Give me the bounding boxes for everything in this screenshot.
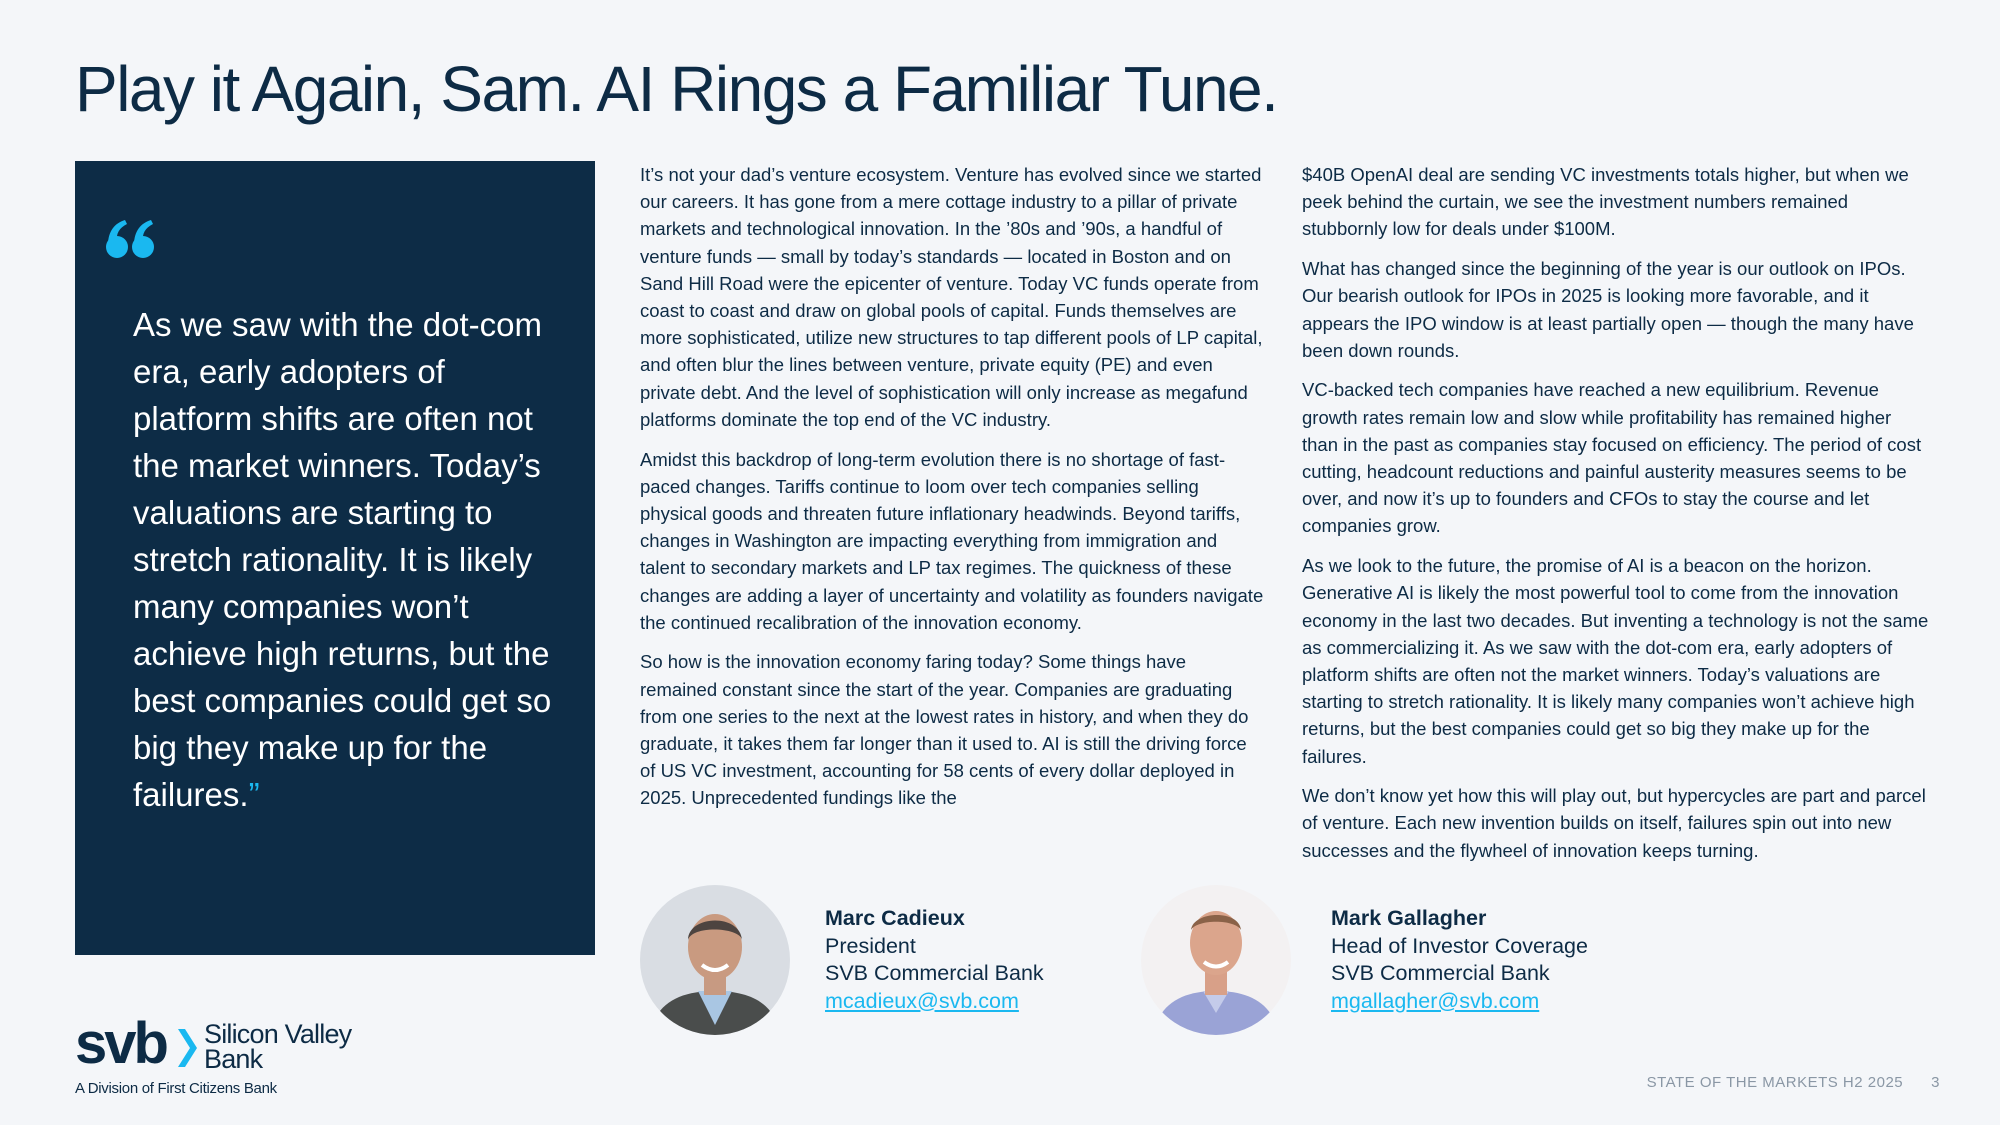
- paragraph: What has changed since the beginning of the year is our outlook on IPOs. Our bearish outlook for IPOs in 2025 is looking more favorable, and it appears the IPO window is at least partially open — though the many have been down rounds.: [1302, 258, 1914, 361]
- paragraph: As we look to the future, the promise of AI is a beacon on the horizon. Generative AI is likely the most powerful tool to come from the innovation economy in the last two decades. But inventing a technology is not the same as commercializing it. As we saw with the dot-com era, early adopters of platform shifts are often not the market winners. Today’s valuations are starting to stretch rationality. It is likely many companies won’t achieve high returns, but the best companies could get so big they make up for the failures.: [1302, 555, 1929, 767]
- paragraph: We don’t know yet how this will play out, but hypercycles are part and parcel of venture. Each new invention builds on itself, failures spin out into new successes and the flywheel of innovation keeps turning.: [1302, 785, 1926, 861]
- author-company: SVB Commercial Bank: [825, 961, 1044, 985]
- author-card-gallagher: [1141, 885, 1701, 1035]
- body-column-1: [640, 161, 1265, 824]
- author-company: SVB Commercial Bank: [1331, 961, 1550, 985]
- author-email-link[interactable]: mcadieux@svb.com: [825, 988, 1019, 1013]
- paragraph: It’s not your dad’s venture ecosystem. Venture has evolved since we started our careers. It has gone from a mere cottage industry to a pillar of private markets and technological innovation. In the ’80s and ’90s, a handful of venture funds — small by today’s standards — located in Boston and on Sand Hill Road were the epicenter of venture. Today VC funds operate from coast to coast and draw on global pools of capital. Funds themselves are more sophisticated, utilize new structures to tap different pools of LP capital, and often blur the lines between venture, private equity (PE) and even private debt. And the level of sophistication will only increase as megafund platforms dominate the top end of the VC industry.: [640, 164, 1263, 430]
- author-name: Marc Cadieux: [825, 906, 965, 930]
- author-role: President: [825, 933, 916, 958]
- author-name: Mark Gallagher: [1331, 906, 1487, 930]
- paragraph: $40B OpenAI deal are sending VC investments totals higher, but when we peek behind the curtain, we see the investment numbers remained stubbornly low for deals under $100M.: [1302, 164, 1909, 240]
- footer-publication: STATE OF THE MARKETS H2 2025: [1646, 1074, 1904, 1091]
- pull-quote-body: As we saw with the dot-com era, early adopters of platform shifts are often not the market winners. Today’s valuations are starting to stretch rationality. It is likely many companies won’t achieve high returns, but the best companies could get so big they make up for the failures.: [133, 306, 552, 813]
- author-photo: [1141, 885, 1291, 1035]
- paragraph: VC-backed tech companies have reached a new equilibrium. Revenue growth rates remain low and slow while profitability has remained higher than in the past as companies stay focused on efficiency. The period of cost cutting, headcount reductions and painful austerity measures seems to be over, and now it’s up to founders and CFOs to stay the course and let companies grow.: [1302, 379, 1922, 537]
- svg-text:svb: svb: [75, 1015, 166, 1075]
- logo-wordmark: [204, 1019, 352, 1074]
- author-photo: [640, 885, 790, 1035]
- author-role: Head of Investor Coverage: [1331, 933, 1588, 958]
- open-quote-icon: [105, 219, 157, 261]
- author-info: [1331, 905, 1588, 1015]
- paragraph: Amidst this backdrop of long-term evolution there is no shortage of fast-paced changes. Tariffs continue to loom over tech companies selling physical goods and threaten future inflationary headwinds. Beyond tariffs, changes in Washington are impacting everything from immigration and talent to secondary markets and LP tax regimes. The quickness of these changes are adding a layer of uncertainty and volatility as founders navigate the continued recalibration of the innovation economy.: [640, 448, 1264, 633]
- author-card-cadieux: [640, 885, 1200, 1035]
- page-footer: [1647, 1074, 1940, 1091]
- body-column-2: [1302, 161, 1932, 876]
- logo-line-2: Bank: [204, 1044, 263, 1074]
- paragraph: So how is the innovation economy faring today? Some things have remained constant since the start of the year. Companies are graduating from one series to the next at the lowest rates in history, and when they do graduate, it takes them far longer than it used to. AI is still the driving force of US VC investment, accounting for 58 cents of every dollar deployed in 2025. Unprecedented fundings like the: [640, 651, 1249, 809]
- page-title: Play it Again, Sam. AI Rings a Familiar Tune.: [75, 53, 1278, 125]
- page-number: 3: [1931, 1074, 1940, 1091]
- svb-logo: [75, 1015, 200, 1075]
- pull-quote-text: [133, 301, 573, 818]
- author-email-link[interactable]: mgallagher@svb.com: [1331, 988, 1540, 1013]
- author-info: [825, 905, 1044, 1015]
- logo-tagline: A Division of First Citizens Bank: [75, 1080, 277, 1097]
- logo-line-1: Silicon Valley: [204, 1019, 352, 1049]
- pull-quote-box: [75, 161, 595, 955]
- close-quote-mark: ”: [248, 776, 260, 813]
